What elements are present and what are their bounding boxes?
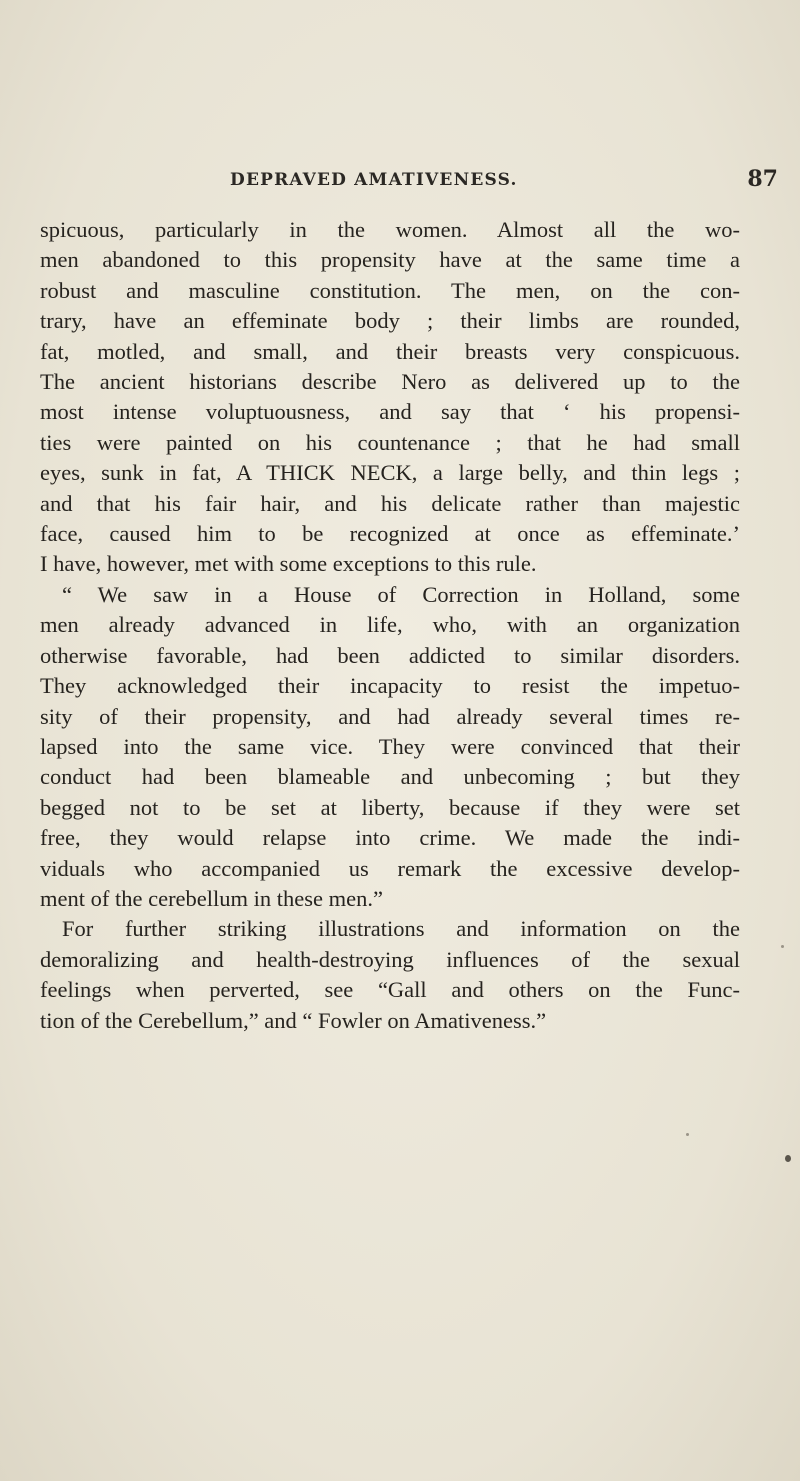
text-line: most intense voluptuousness, and say that ‘ his propensi- — [40, 399, 740, 425]
text-line: “ We saw in a House of Correction in Holland, some — [62, 581, 740, 607]
text-line: begged not to be set at liberty, because if they were set — [40, 794, 740, 820]
text-line: spicuous, particularly in the women. Almost all the wo- — [40, 217, 740, 242]
text-line: conduct had been blameable and unbecoming ; but they — [40, 764, 740, 790]
page-number: 87 — [747, 166, 778, 192]
text-line: otherwise favorable, had been addicted to similar disorders. — [40, 642, 740, 668]
text-line: For further striking illustrations and information on the — [62, 916, 740, 942]
text-line: They acknowledged their incapacity to resist the impetuo- — [40, 673, 740, 699]
text-line: face, caused him to be recognized at once as effeminate.’ — [40, 521, 740, 547]
text-line: men abandoned to this propensity have at the same time a — [40, 247, 740, 273]
text-line: ment of the cerebellum in these men.” — [40, 885, 383, 911]
text-line: tion of the Cerebellum,” and “ Fowler on Amativeness.” — [40, 1007, 547, 1033]
ink-speck — [785, 1155, 791, 1162]
text-line: viduals who accompanied us remark the excessive develop- — [40, 855, 740, 881]
body-text — [40, 215, 740, 1036]
text-line: sity of their propensity, and had already several times re- — [40, 703, 740, 729]
ink-speck — [686, 1133, 689, 1136]
text-line: men already advanced in life, who, with an organization — [40, 612, 740, 638]
text-line: ties were painted on his countenance ; that he had small — [40, 429, 740, 455]
page-header — [40, 166, 782, 196]
ink-speck — [781, 945, 784, 948]
text-line: free, they would relapse into crime. We made the indi- — [40, 825, 740, 851]
text-line: feelings when perverted, see “Gall and others on the Func- — [40, 977, 740, 1003]
running-title: DEPRAVED AMATIVENESS. — [230, 170, 518, 190]
text-line: fat, motled, and small, and their breasts very conspicuous. — [40, 338, 740, 364]
text-line: eyes, sunk in fat, A THICK NECK, a large belly, and thin legs ; — [40, 460, 740, 486]
text-line: The ancient historians describe Nero as delivered up to the — [40, 369, 740, 395]
text-line: robust and masculine constitution. The men, on the con- — [40, 277, 740, 303]
text-line: I have, however, met with some exceptions to this rule. — [40, 551, 537, 577]
text-line: lapsed into the same vice. They were convinced that their — [40, 733, 740, 759]
text-line: and that his fair hair, and his delicate rather than majestic — [40, 490, 740, 516]
text-line: demoralizing and health-destroying influences of the sexual — [40, 946, 740, 972]
text-line: trary, have an effeminate body ; their limbs are rounded, — [40, 308, 740, 334]
